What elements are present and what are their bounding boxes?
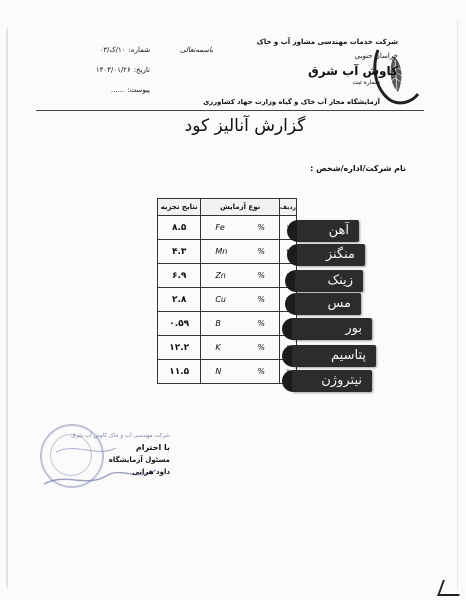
table-row xyxy=(158,360,297,384)
unit: % xyxy=(257,295,266,304)
stamp-text: شرکت مهندسی آب و خاک کاوش آب شرق xyxy=(71,433,170,439)
result-value: ۱۲.۲ xyxy=(158,336,201,360)
element-name-tag: مس xyxy=(295,293,361,315)
table-row xyxy=(158,240,297,264)
result-value: ۸.۵ xyxy=(158,216,201,240)
signature-block xyxy=(60,430,170,500)
company-registration: شماره ثبت xyxy=(352,78,380,86)
header-test-type: نوع آزمایش xyxy=(201,199,280,216)
unit: % xyxy=(257,247,266,256)
table-row xyxy=(158,264,297,288)
unit: % xyxy=(257,343,266,352)
unit: % xyxy=(257,223,266,232)
meta-number: شماره:۱۰/ک/۰۳ xyxy=(99,46,150,54)
element-name-tag: بور xyxy=(292,318,372,340)
table-row xyxy=(158,312,297,336)
element-symbol: N xyxy=(215,367,222,376)
element-symbol: Mn xyxy=(215,247,228,256)
meta-date: تاریخ:۱۴۰۳/۰۱/۲۶ xyxy=(95,66,150,74)
scan-edge-right xyxy=(457,20,458,590)
test-type-cell xyxy=(201,264,280,288)
corner-mark xyxy=(437,580,465,596)
element-name-tag: آهن xyxy=(297,220,359,242)
test-type-cell xyxy=(201,216,280,240)
element-symbol: Cu xyxy=(215,295,226,304)
element-symbol: Zn xyxy=(215,271,226,280)
element-name-tag: نیتروژن xyxy=(292,370,372,392)
motto: باسمه‌تعالی xyxy=(180,46,214,54)
result-value: ۱۱.۵ xyxy=(158,360,201,384)
page-title: گزارش آنالیز کود xyxy=(184,116,306,136)
unit: % xyxy=(257,271,266,280)
test-type-cell xyxy=(201,336,280,360)
element-symbol: K xyxy=(215,343,221,352)
results-table xyxy=(157,198,297,384)
result-value: ۴.۳ xyxy=(158,240,201,264)
unit: % xyxy=(257,367,266,376)
lab-accreditation: آزمایشگاه مجاز آب خاک و گیاه وزارت جهاد کشاورزی xyxy=(203,98,380,106)
company-brand: کاوش آب شرق xyxy=(307,64,398,79)
result-value: ۲.۸ xyxy=(158,288,201,312)
header-row-number: ردیف xyxy=(280,199,297,216)
test-type-cell xyxy=(201,288,280,312)
scan-edge-left xyxy=(6,28,8,588)
header-result: نتایج تجزیه xyxy=(158,199,201,216)
element-name-tag: زینک xyxy=(295,270,363,292)
table-row xyxy=(158,288,297,312)
unit: % xyxy=(257,319,266,328)
test-type-cell xyxy=(201,240,280,264)
header-divider xyxy=(36,110,424,111)
signature-name: داود هرانی xyxy=(132,468,170,476)
test-type-cell xyxy=(201,360,280,384)
table-header-row xyxy=(158,199,297,216)
table-row xyxy=(158,336,297,360)
company-header xyxy=(218,38,398,87)
table-row xyxy=(158,216,297,240)
element-name-tag: پتاسیم xyxy=(292,345,376,367)
company-name: شرکت خدمات مهندسی مشاور آب و خاک xyxy=(256,38,398,46)
element-symbol: Fe xyxy=(215,223,225,232)
company-province: خراسان جنوبی xyxy=(354,52,398,61)
meta-attachment: پیوست:...... xyxy=(110,86,150,94)
element-symbol: B xyxy=(215,319,221,328)
test-type-cell xyxy=(201,312,280,336)
element-name-tag: منگنز xyxy=(297,244,365,266)
letter-meta xyxy=(60,40,150,100)
signature-role: مسئول آزمایشگاه xyxy=(108,456,170,464)
client-label: نام شرکت/اداره/شخص : xyxy=(310,164,406,173)
result-value: ۶.۹ xyxy=(158,264,201,288)
result-value: ۰.۵۹ xyxy=(158,312,201,336)
signature-regards: با احترام xyxy=(135,443,170,452)
